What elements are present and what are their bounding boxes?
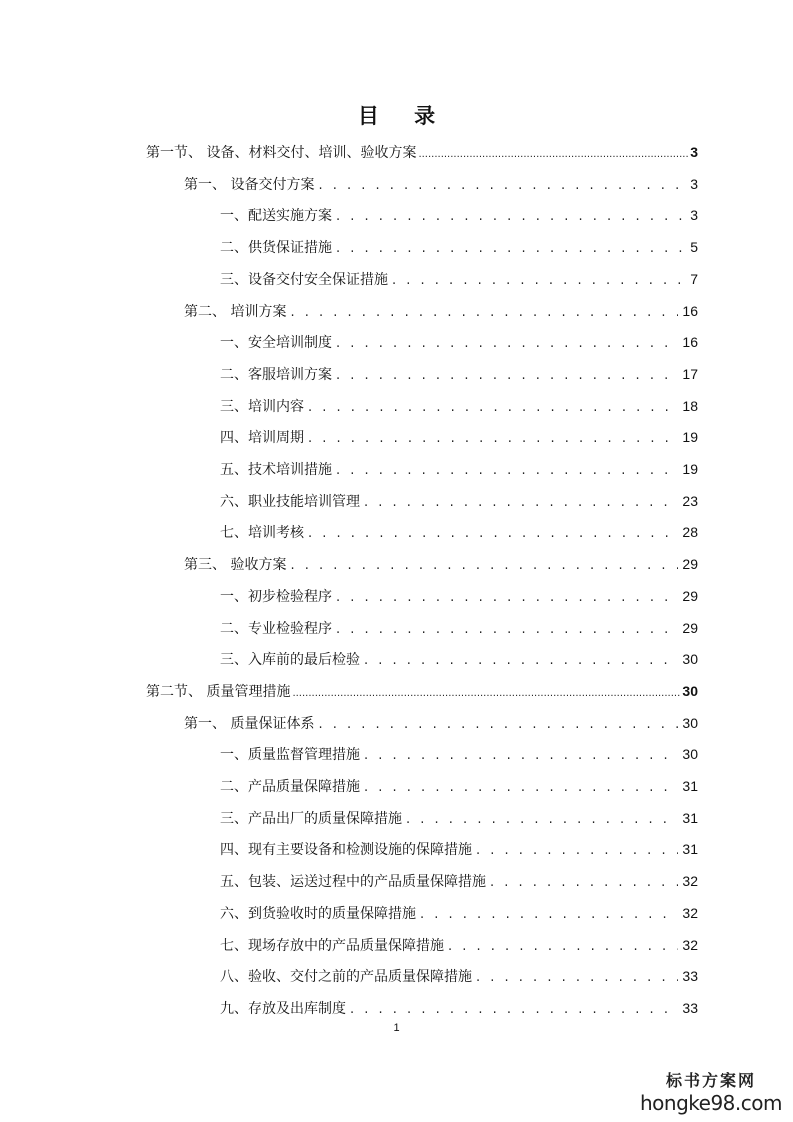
toc-leader-dots (418, 149, 688, 160)
toc-leader-dots (308, 400, 678, 415)
watermark-brand: 标书方案网 (665, 1071, 756, 1090)
toc-entry-label: 六、职业技能培训管理 (220, 493, 360, 510)
toc-entry[interactable] (220, 269, 698, 293)
toc-entry[interactable] (220, 491, 698, 515)
toc-entry-page: 30 (682, 746, 698, 763)
toc-entry-label: 二、专业检验程序 (220, 620, 332, 637)
toc-entry[interactable] (220, 427, 698, 451)
toc-entry-page: 30 (682, 682, 698, 699)
page-number: 1 (393, 1022, 400, 1034)
toc-entry-label: 第一、 质量保证体系 (184, 715, 315, 732)
toc-entry-label: 四、现有主要设备和检测设施的保障措施 (220, 842, 472, 859)
toc-entry-page: 19 (682, 429, 698, 446)
toc-entry-label: 二、供货保证措施 (220, 240, 332, 257)
toc-entry[interactable] (220, 935, 698, 959)
toc-entry-label: 三、设备交付安全保证措施 (220, 271, 388, 288)
toc-entry[interactable] (146, 681, 698, 705)
toc-entry-label: 八、验收、交付之前的产品质量保障措施 (220, 969, 472, 986)
toc-entry[interactable] (220, 903, 698, 927)
toc-entry-page: 16 (682, 334, 698, 351)
toc-entry-page: 29 (682, 587, 698, 604)
toc-entry-label: 第三、 验收方案 (184, 557, 287, 574)
toc-entry-page: 5 (690, 239, 698, 256)
toc-entry-page: 33 (682, 968, 698, 985)
toc-title: 目 录 (357, 104, 450, 128)
toc-entry-label: 第一节、 设备、材料交付、培训、验收方案 (146, 145, 417, 161)
toc-leader-dots (336, 622, 678, 637)
toc-entry[interactable] (220, 998, 698, 1022)
toc-entry[interactable] (220, 808, 698, 832)
toc-entry[interactable] (146, 142, 698, 166)
toc-entry-label: 二、客服培训方案 (220, 366, 332, 383)
toc-entry[interactable] (184, 713, 698, 737)
toc-leader-dots (336, 336, 678, 351)
toc-entry-page: 28 (682, 524, 698, 541)
toc-leader-dots (364, 780, 678, 795)
toc-entry-page: 31 (682, 841, 698, 858)
toc-leader-dots (476, 970, 678, 985)
toc-leader-dots (490, 875, 678, 890)
toc-entry-page: 19 (682, 461, 698, 477)
toc-leader-dots (336, 241, 686, 256)
toc-entry[interactable] (220, 839, 698, 863)
toc-leader-dots (364, 495, 678, 510)
toc-entry-page: 18 (682, 397, 698, 414)
toc-entry[interactable] (184, 174, 698, 198)
toc-entry-page: 7 (690, 270, 698, 287)
toc-entry-label: 三、入库前的最后检验 (220, 652, 360, 669)
toc-leader-dots (292, 688, 680, 699)
toc-leader-dots (290, 558, 678, 573)
toc-entry[interactable] (220, 618, 698, 642)
toc-leader-dots (336, 590, 678, 605)
toc-entry-page: 30 (682, 651, 698, 668)
toc-entry-page: 3 (690, 175, 698, 192)
toc-entry-page: 32 (682, 904, 698, 921)
toc-entry[interactable] (184, 554, 698, 578)
toc-entry[interactable] (220, 871, 698, 895)
toc-entry-label: 三、产品出厂的质量保障措施 (220, 810, 402, 827)
watermark-url: hongke98.com (640, 1091, 782, 1115)
toc-entry-page: 3 (690, 207, 698, 224)
toc-entry-label: 一、安全培训制度 (220, 335, 332, 352)
toc-entry-label: 第二节、 质量管理措施 (146, 683, 291, 700)
toc-entry-page: 31 (682, 778, 698, 794)
toc-entry-label: 九、存放及出库制度 (220, 1000, 346, 1017)
toc-leader-dots (476, 843, 678, 858)
toc-leader-dots (336, 209, 686, 224)
toc-entry-label: 第二、 培训方案 (184, 303, 287, 320)
toc-entry-label: 第一、 设备交付方案 (184, 176, 315, 193)
toc-entry[interactable] (220, 744, 698, 768)
toc-entry-page: 16 (682, 302, 698, 319)
toc-entry-page: 32 (682, 873, 698, 890)
toc-entry-label: 六、到货验收时的质量保障措施 (220, 905, 416, 922)
toc-entry-page: 30 (682, 714, 698, 731)
watermark (636, 1068, 786, 1115)
toc-entry-label: 七、现场存放中的产品质量保障措施 (220, 937, 444, 954)
toc-entry[interactable] (220, 396, 698, 420)
toc-leader-dots (336, 368, 678, 383)
toc-entry[interactable] (220, 966, 698, 990)
toc-entry[interactable] (220, 364, 698, 388)
toc-leader-dots (350, 1002, 678, 1017)
toc-entry-page: 23 (682, 492, 698, 509)
toc-entry[interactable] (220, 237, 698, 261)
toc-entry-label: 四、培训周期 (220, 430, 304, 447)
toc-leader-dots (392, 273, 686, 288)
toc-leader-dots (318, 717, 678, 732)
toc-entry-label: 七、培训考核 (220, 525, 304, 542)
toc-entry[interactable] (220, 332, 698, 356)
toc-entry-label: 三、培训内容 (220, 398, 304, 415)
toc-leader-dots (308, 526, 678, 541)
toc-entry-page: 33 (682, 999, 698, 1016)
toc-entry-page: 32 (682, 936, 698, 953)
toc-entry-page: 3 (690, 144, 698, 160)
toc-entry[interactable] (184, 301, 698, 325)
toc-leader-dots (318, 178, 686, 193)
toc-entry[interactable] (220, 586, 698, 610)
toc-entry[interactable] (220, 205, 698, 229)
toc-entry[interactable] (220, 522, 698, 546)
toc-entry-label: 五、技术培训措施 (220, 462, 332, 478)
toc-entry[interactable] (220, 776, 698, 800)
toc-leader-dots (290, 305, 678, 320)
toc-leader-dots (448, 939, 678, 954)
toc-entry-label: 二、产品质量保障措施 (220, 779, 360, 795)
toc-leader-dots (420, 907, 678, 922)
toc-entry-page: 17 (682, 365, 698, 382)
toc-leader-dots (336, 463, 678, 478)
toc-entry-label: 五、包装、运送过程中的产品质量保障措施 (220, 874, 486, 891)
toc-entry-page: 29 (682, 556, 698, 573)
toc-entry[interactable] (220, 459, 698, 483)
toc-entry[interactable] (220, 649, 698, 673)
toc-leader-dots (308, 431, 678, 446)
toc-entry-label: 一、质量监督管理措施 (220, 747, 360, 764)
toc-entry-page: 31 (682, 809, 698, 826)
toc-leader-dots (364, 748, 678, 763)
toc-entry-label: 一、配送实施方案 (220, 208, 332, 225)
toc-entry-page: 29 (682, 619, 698, 636)
toc-leader-dots (364, 653, 678, 668)
toc-leader-dots (406, 812, 678, 827)
toc-entry-label: 一、初步检验程序 (220, 588, 332, 605)
